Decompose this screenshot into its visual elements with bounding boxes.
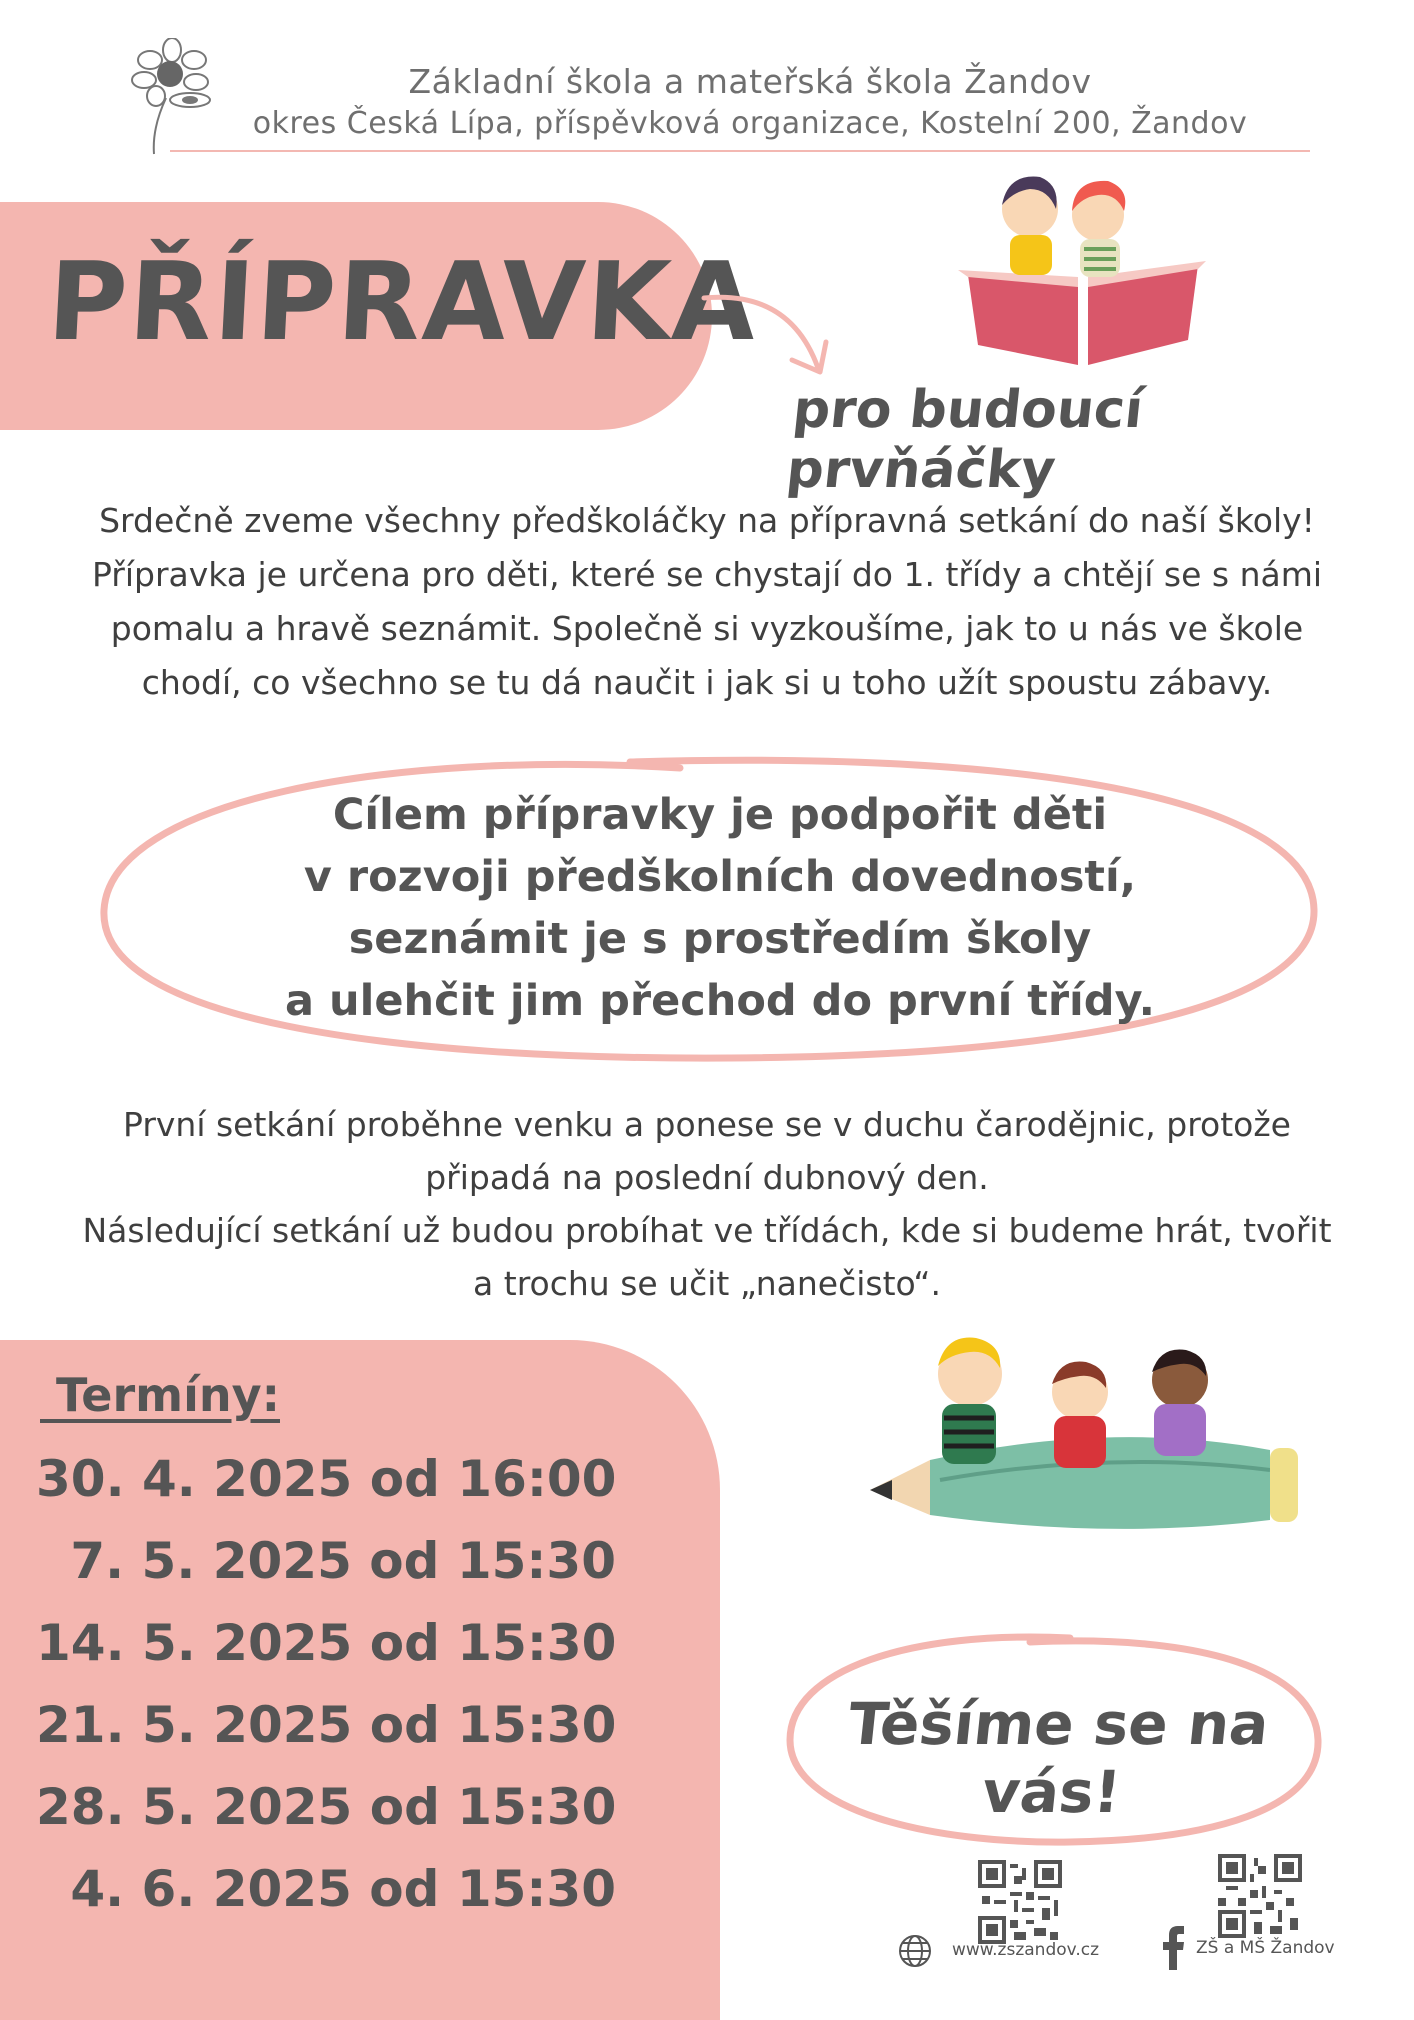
date-item: 14. 5. 2025 od 15:30 — [36, 1614, 617, 1672]
date-item: 30. 4. 2025 od 16:00 — [36, 1450, 617, 1508]
date-item: 4. 6. 2025 od 15:30 — [70, 1860, 616, 1918]
facebook-link[interactable]: ZŠ a MŠ Žandov — [1196, 1938, 1335, 1958]
website-link[interactable]: www.zszandov.cz — [952, 1940, 1100, 1960]
info-line: a trochu se učit „nanečisto“. — [473, 1264, 941, 1303]
date-item: 7. 5. 2025 od 15:30 — [70, 1532, 616, 1590]
dates-list — [36, 1438, 616, 1930]
goal-line: Cílem přípravky je podpořit děti — [332, 790, 1108, 840]
facebook-qr-code[interactable] — [1218, 1854, 1302, 1938]
kids-on-pencil-illustration — [850, 1310, 1320, 1550]
date-item: 21. 5. 2025 od 15:30 — [36, 1696, 617, 1754]
info-line: První setkání proběhne venku a ponese se v duchu čarodějnic, protože — [123, 1105, 1291, 1144]
goal-line: a ulehčit jim přechod do první třídy. — [285, 976, 1155, 1026]
page-title: PŘÍPRAVKA — [44, 240, 762, 365]
page-subtitle: pro budoucí prvňáčky — [783, 380, 1146, 500]
intro-line: Srdečně zveme všechny předškoláčky na přípravná setkání do naší školy! — [99, 501, 1315, 540]
school-name: Základní škola a mateřská škola Žandov — [408, 62, 1092, 101]
kids-on-book-illustration — [948, 165, 1218, 365]
info-paragraph — [10, 1098, 1404, 1310]
facebook-icon — [1162, 1926, 1186, 1970]
dates-heading: Termíny: — [40, 1368, 280, 1422]
goal-statement — [140, 784, 1300, 1032]
goal-line: v rozvoji předškolních dovedností, — [303, 852, 1137, 902]
header-divider — [170, 150, 1310, 152]
intro-line: pomalu a hravě seznámit. Společně si vyzkoušíme, jak to u nás ve škole — [110, 609, 1304, 648]
closing-message: Těšíme se na vás! — [844, 1690, 1273, 1826]
goal-line: seznámit je s prostředím školy — [348, 914, 1092, 964]
school-address: okres Česká Lípa, příspěvková organizace, Kostelní 200, Žandov — [252, 106, 1248, 141]
website-qr-code[interactable] — [978, 1860, 1062, 1944]
info-line: Následující setkání už budou probíhat ve třídách, kde si budeme hrát, tvořit — [82, 1211, 1332, 1250]
intro-paragraph — [20, 494, 1394, 710]
intro-line: Přípravka je určena pro děti, které se chystají do 1. třídy a chtějí se s námi — [91, 555, 1323, 594]
globe-icon — [898, 1934, 932, 1968]
info-line: připadá na poslední dubnový den. — [425, 1158, 989, 1197]
date-item: 28. 5. 2025 od 15:30 — [36, 1778, 617, 1836]
intro-line: chodí, co všechno se tu dá naučit i jak si u toho užít spoustu zábavy. — [141, 663, 1273, 702]
